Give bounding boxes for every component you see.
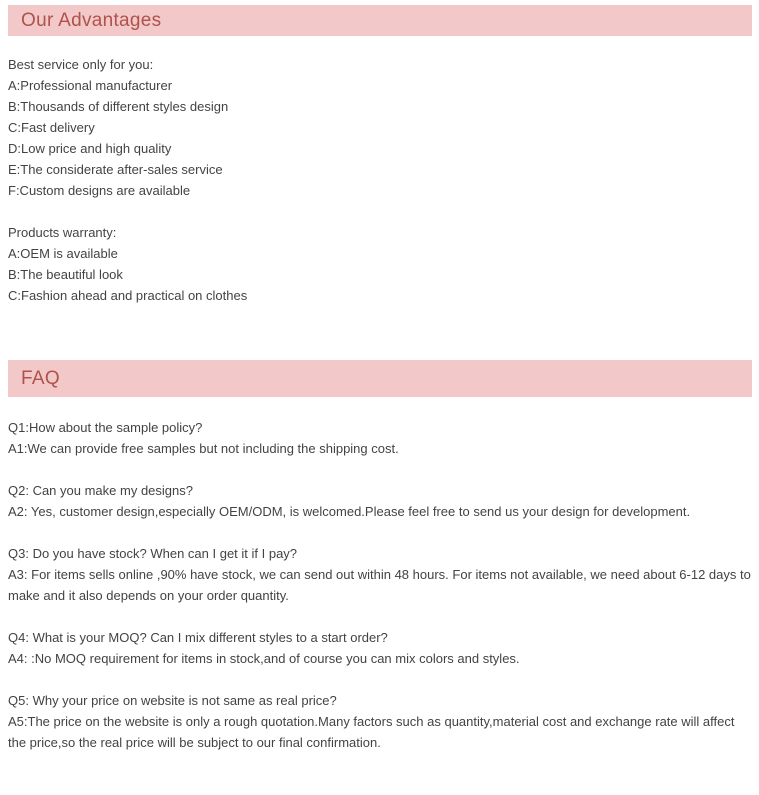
service-heading: Best service only for you: [8, 57, 154, 72]
advantages-title: Our Advantages [21, 9, 162, 31]
faq-question: Q3: Do you have stock? When can I get it if I pay? [8, 546, 298, 561]
faq-item [8, 627, 752, 669]
faq-title: FAQ [21, 367, 60, 389]
service-item: C:Fast delivery [8, 120, 95, 135]
advantages-body [8, 54, 752, 306]
blank-line [8, 201, 752, 222]
advantages-header-bar [8, 5, 752, 36]
advantages-section [8, 5, 752, 306]
faq-item [8, 690, 752, 753]
faq-item [8, 480, 752, 522]
warranty-item: A:OEM is available [8, 246, 118, 261]
faq-header-bar [8, 360, 752, 397]
faq-question: Q2: Can you make my designs? [8, 483, 193, 498]
faq-item [8, 543, 752, 606]
warranty-heading: Products warranty: [8, 225, 117, 240]
warranty-item: C:Fashion ahead and practical on clothes [8, 288, 248, 303]
service-item: D:Low price and high quality [8, 141, 172, 156]
faq-question: Q5: Why your price on website is not same as real price? [8, 693, 337, 708]
faq-item [8, 417, 752, 459]
service-item: A:Professional manufacturer [8, 78, 173, 93]
faq-section [8, 360, 752, 753]
service-item: B:Thousands of different styles design [8, 99, 229, 114]
faq-question: Q4: What is your MOQ? Can I mix different styles to a start order? [8, 630, 388, 645]
faq-answer: A3: For items sells online ,90% have stock, we can send out within 48 hours. For items not available, we need about 6-12 days to make and it also depends on your order quantity. [8, 567, 751, 603]
faq-answer: A1:We can provide free samples but not including the shipping cost. [8, 441, 399, 456]
faq-answer: A2: Yes, customer design,especially OEM/ODM, is welcomed.Please feel free to send us your design for development. [8, 504, 691, 519]
faq-question: Q1:How about the sample policy? [8, 420, 203, 435]
faq-answer: A4: :No MOQ requirement for items in stock,and of course you can mix colors and styles. [8, 651, 520, 666]
faq-answer: A5:The price on the website is only a rough quotation.Many factors such as quantity,material cost and exchange rate will affect the price,so the real price will be subject to our final confirmation. [8, 714, 735, 750]
service-item: E:The considerate after-sales service [8, 162, 223, 177]
faq-list [8, 417, 752, 753]
warranty-item: B:The beautiful look [8, 267, 123, 282]
service-item: F:Custom designs are available [8, 183, 191, 198]
